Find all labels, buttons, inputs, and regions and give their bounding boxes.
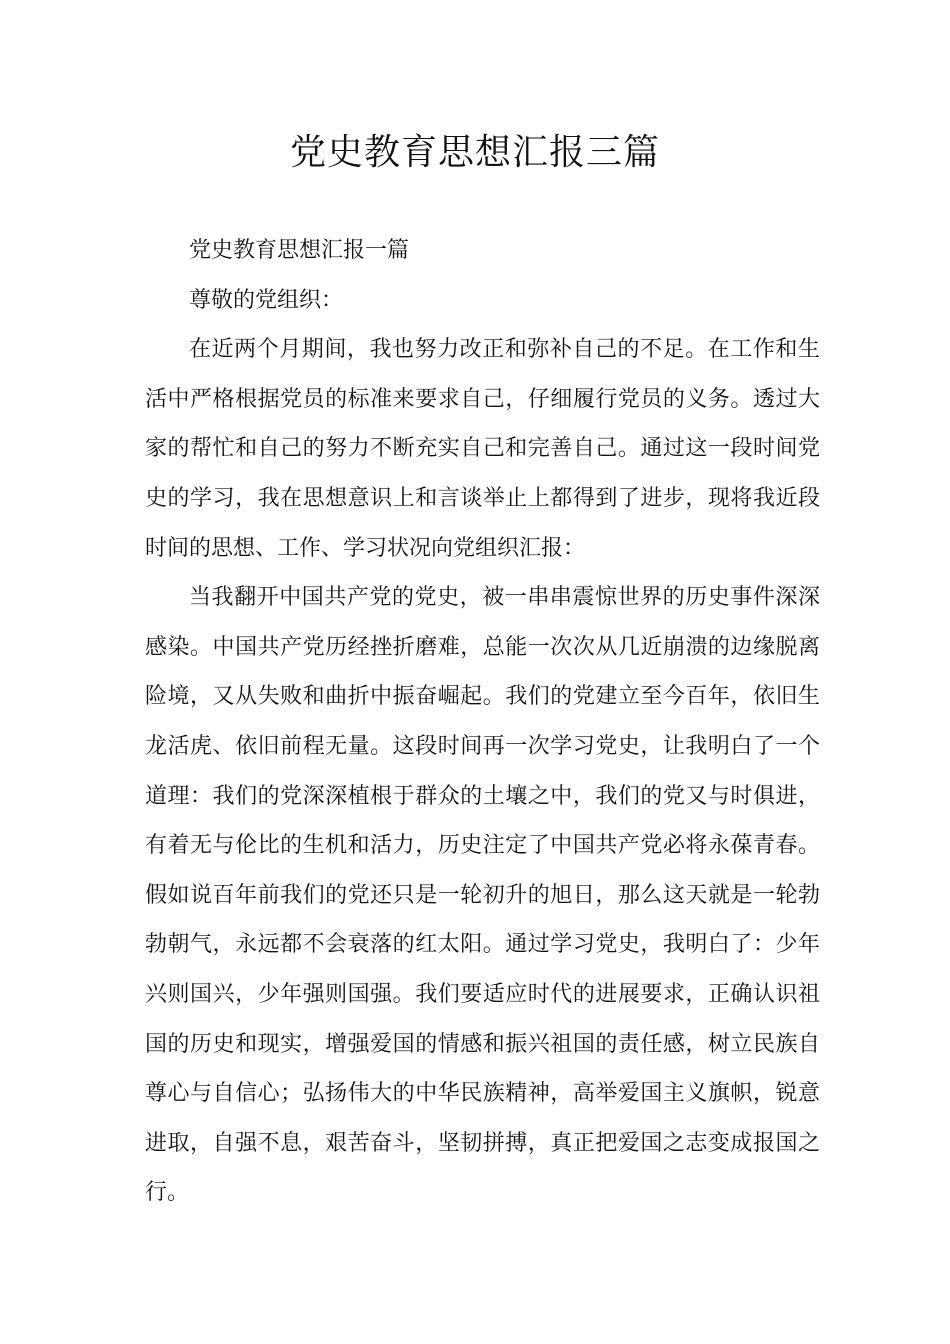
document-body	[145, 226, 820, 1218]
document-subtitle: 党史教育思想汇报一篇	[189, 238, 410, 263]
salutation: 尊敬的党组织：	[189, 287, 344, 313]
paragraph: 在近两个月期间，我也努力改正和弥补自己的不足。在工作和生活中严格根据党员的标准来要求自己，仔细履行党员的义务。透过大家的帮忙和自己的努力不断充实自己和完善自己。通过这一段时间党史的学习，我在思想意识上和言谈举止上都得到了进步，现将我近段时间的思想、工作、学习状况向党组织汇报：	[145, 337, 820, 561]
paragraph: 当我翻开中国共产党的党史，被一串串震惊世界的历史事件深深感染。中国共产党历经挫折磨难，总能一次次从几近崩溃的边缘脱离险境，又从失败和曲折中振奋崛起。我们的党建立至今百年，依旧生龙活虎、依旧前程无量。这段时间再一次学习党史，让我明白了一个道理：我们的党深深植根于群众的土壤之中，我们的党又与时俱进，有着无与伦比的生机和活力，历史注定了中国共产党必将永葆青春。假如说百年前我们的党还只是一轮初升的旭日，那么这天就是一轮勃勃朝气，永远都不会衰落的红太阳。通过学习党史，我明白了：少年兴则国兴，少年强则国强。我们要适应时代的进展要求，正确认识祖国的历史和现实，增强爱国的情感和振兴祖国的责任感，树立民族自尊心与自信心；弘扬伟大的中华民族精神，高举爱国主义旗帜，锐意进取，自强不息，艰苦奋斗，坚韧拼搏，真正把爱国之志变成报国之行。	[145, 585, 820, 1206]
document-title: 党史教育思想汇报三篇	[289, 132, 660, 173]
